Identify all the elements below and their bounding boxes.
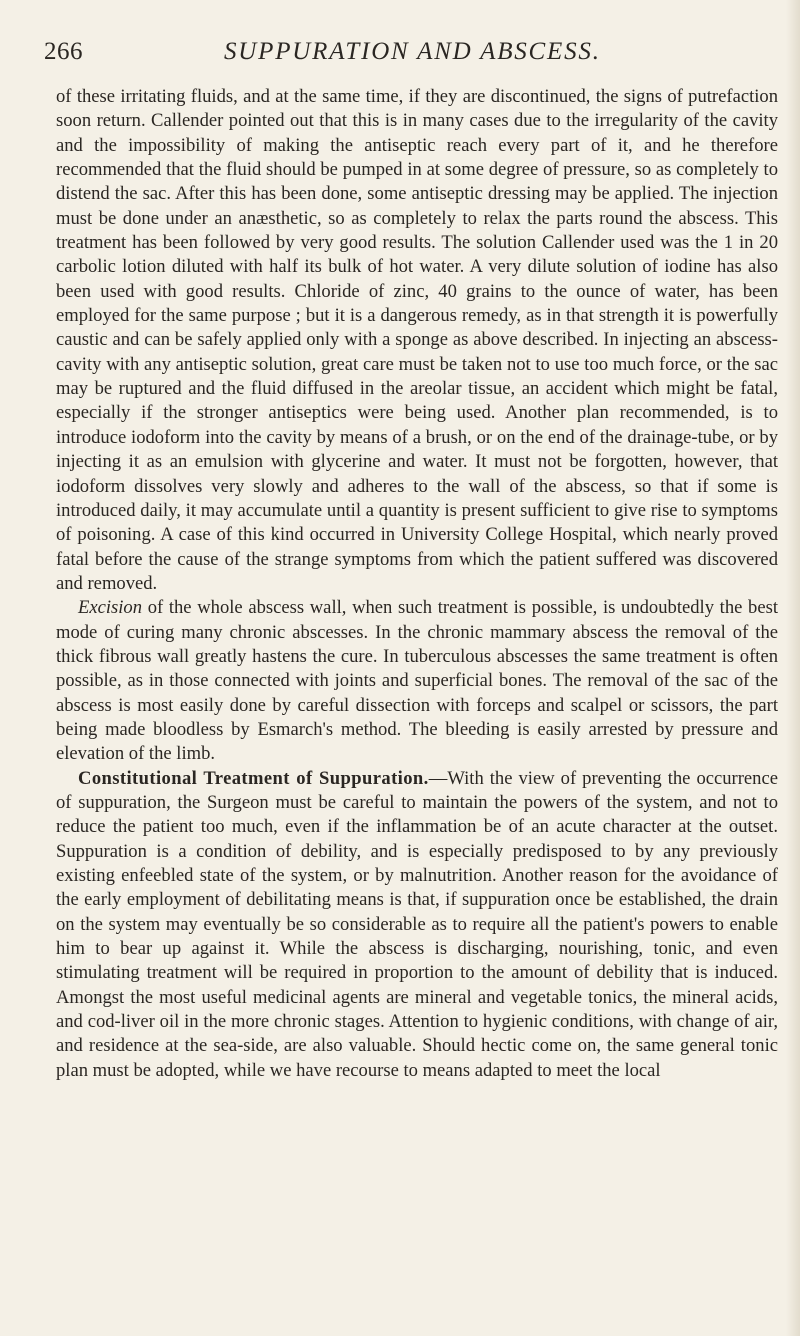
paragraph-constitutional-treatment — [56, 767, 778, 1083]
running-title: SUPPURATION AND ABSCESS. — [224, 38, 601, 65]
constitutional-text: —With the view of preventing the occurrence of suppuration, the Surgeon must be careful to maintain the powers of the system, and not to reduce the patient too much, even if the inflammation be of an acute character at the outset. Suppuration is a condition of debility, and is especially predisposed to by any previously existing enfeebled state of the system, or by malnutrition. Another reason for the avoidance of the early employment of debilitating means is that, if suppuration once be established, the drain on the system may eventually be so considerable as to require all the patient's powers to enable him to bear up against it. While the abscess is discharging, nourishing, tonic, and even stimulating treatment will be required in proportion to the amount of debility that is induced. Amongst the most useful medicinal agents are mineral and vegetable tonics, the mineral acids, and cod-liver oil in the more chronic stages. Attention to hygienic conditions, with change of air, and residence at the sea-side, are also valuable. Should hectic come on, the same general tonic plan must be adopted, while we have recourse to means adapted to meet the local — [56, 767, 778, 1081]
excision-lead-word: Excision — [78, 597, 143, 619]
page-header — [44, 38, 784, 78]
page-edge-shadow — [786, 0, 800, 1336]
section-heading-constitutional: Constitutional Treatment of Suppuration. — [78, 767, 429, 789]
body-text — [56, 85, 778, 1083]
page-number: 266 — [44, 38, 83, 65]
excision-text: of the whole abscess wall, when such treatment is possible, is undoubtedly the best mode of curing many chronic abscesses. In the chronic mammary abscess the removal of the thick fibrous wall greatly hastens the cure. In tuberculous abscesses the same treatment is often possible, as in those connected with joints and superficial bones. The removal of the sac of the abscess is most easily done by careful dissection with forceps and scalpel or scissors, the part being made bloodless by Esmarch's method. The bleeding is easily arrested by pressure and elevation of the limb. — [56, 597, 778, 765]
paragraph-excision — [56, 596, 778, 766]
paragraph-callender-injection: of these irritating fluids, and at the same time, if they are discontinued, the signs of putrefaction soon return. Callender pointed out that this is in many cases due to the irregularity of the cavity and the impossibility of making the antiseptic reach every part of it, and he therefore recommended that the fluid should be pumped in at some degree of pressure, so as completely to distend the sac. After this has been done, some antiseptic dressing may be applied. The injection must be done under an anæsthetic, so as completely to relax the parts round the abscess. This treatment has been followed by very good results. The solution Callender used was the 1 in 20 carbolic lotion diluted with half its bulk of hot water. A very dilute solution of iodine has also been used with good results. Chloride of zinc, 40 grains to the ounce of water, has been employed for the same purpose ; but it is a dangerous remedy, as in that strength it is powerfully caustic and can be safely applied only with a sponge as above described. In injecting an abscess-cavity with any antiseptic solution, great care must be taken not to use too much force, or the sac may be ruptured and the fluid diffused in the areolar tissue, an accident which might be fatal, especially if the stronger antiseptics were being used. Another plan recommended, is to introduce iodoform into the cavity by means of a brush, or on the end of the drainage-tube, or by injecting it as an emulsion with glycerine and water. It must not be forgotten, however, that iodoform dissolves very slowly and adheres to the wall of the abscess, so that if some is introduced daily, it may accumulate until a quantity is present sufficient to give rise to symptoms of poisoning. A case of this kind occurred in University College Hospital, which nearly proved fatal before the cause of the strange symptoms from which the patient suffered was discovered and removed. — [56, 86, 778, 594]
